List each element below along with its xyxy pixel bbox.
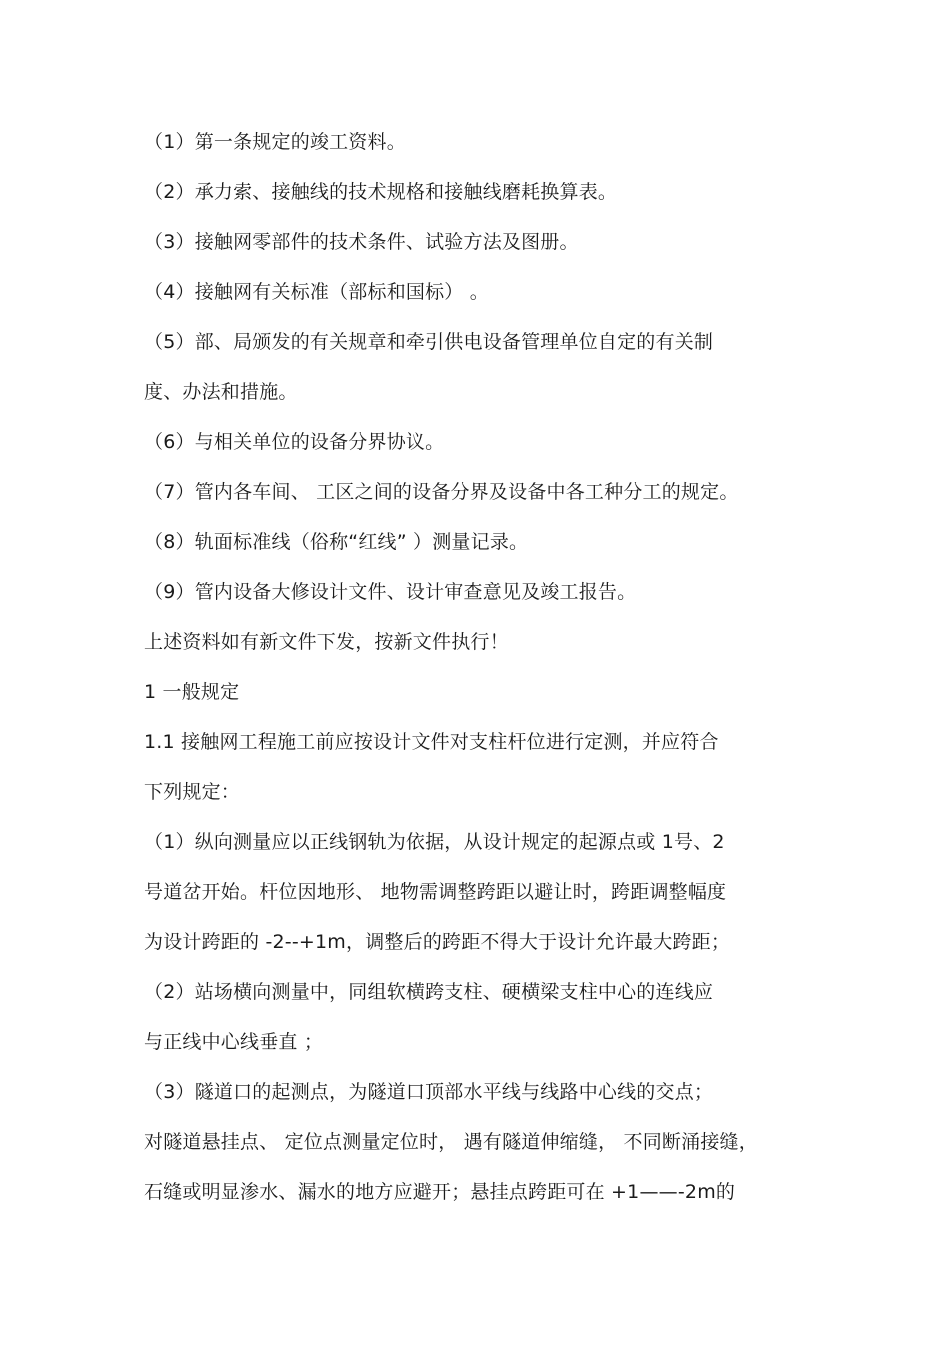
text-line: （1）纵向测量应以正线钢轨为依据，从设计规定的起源点或 1号、2 [144,831,725,853]
text-line: （4）接触网有关标准（部标和国标） 。 [144,281,489,303]
text-line: （1）第一条规定的竣工资料。 [144,131,406,153]
text-line: 上述资料如有新文件下发，按新文件执行！ [144,631,509,653]
text-line: 1.1 接触网工程施工前应按设计文件对支柱杆位进行定测，并应符合 [144,731,719,753]
text-line: （9）管内设备大修设计文件、设计审查意见及竣工报告。 [144,581,637,603]
text-line: 石缝或明显渗水、漏水的地方应避开；悬挂点跨距可在 +1——-2m的 [144,1181,736,1203]
section-heading: 1 一般规定 [144,681,240,703]
text-line: （3）隧道口的起测点，为隧道口顶部水平线与线路中心线的交点； [144,1081,714,1103]
text-line: 对隧道悬挂点、 定位点测量定位时， 遇有隧道伸缩缝， 不同断涌接缝， [144,1131,758,1153]
text-line: （7）管内各车间、 工区之间的设备分界及设备中各工种分工的规定。 [144,481,739,503]
text-line: （8）轨面标准线（俗称“红线” ）测量记录。 [144,531,529,553]
text-line: （2）承力索、接触线的技术规格和接触线磨耗换算表。 [144,181,618,203]
text-line: 下列规定： [144,781,241,803]
text-line: （6）与相关单位的设备分界协议。 [144,431,445,453]
text-line: 度、办法和措施。 [144,381,298,403]
text-line: 与正线中心线垂直 ； [144,1031,324,1053]
text-line: （3）接触网零部件的技术条件、试验方法及图册。 [144,231,579,253]
text-line: （5）部、局颁发的有关规章和牵引供电设备管理单位自定的有关制 [144,331,714,353]
text-line: 为设计跨距的 -2--+1m，调整后的跨距不得大于设计允许最大跨距； [144,931,731,953]
text-line: 号道岔开始。杆位因地形、 地物需调整跨距以避让时，跨距调整幅度 [144,881,727,903]
text-line: （2）站场横向测量中，同组软横跨支柱、硬横梁支柱中心的连线应 [144,981,714,1003]
